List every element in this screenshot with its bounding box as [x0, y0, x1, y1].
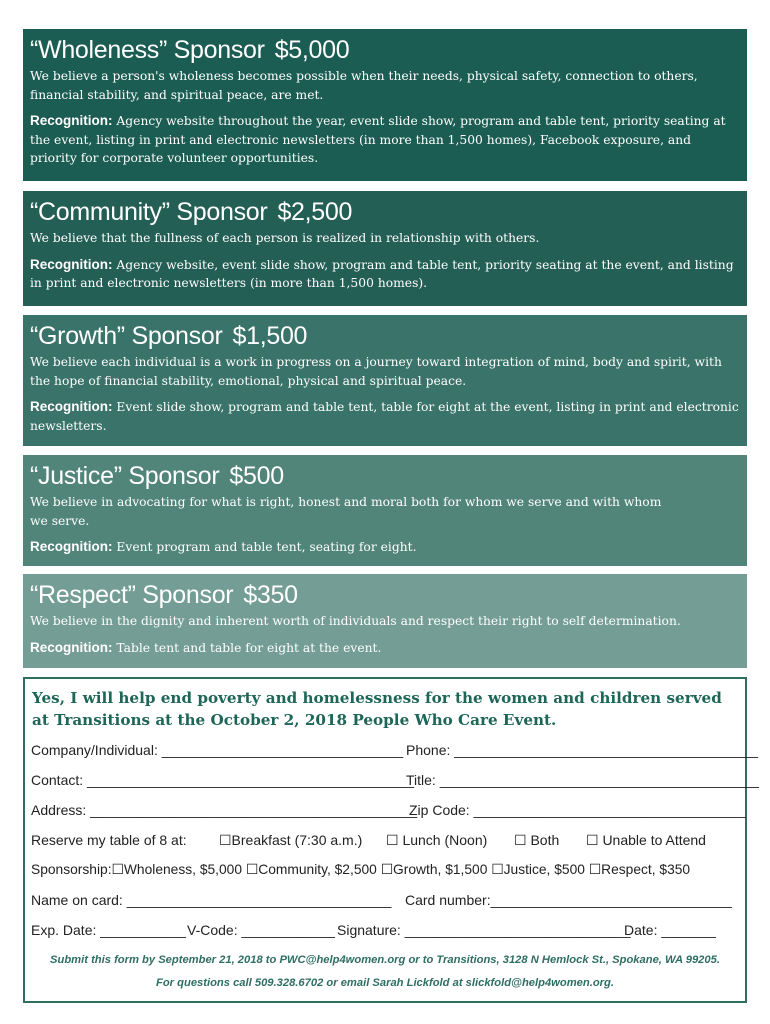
reserve-lunch-checkbox[interactable]: ☐ Lunch (Noon)	[386, 832, 488, 848]
company-field[interactable]: Company/Individual: _______________________________	[31, 742, 404, 758]
card-number-field[interactable]: Card number:_______________________________	[405, 892, 732, 908]
tier-recognition	[30, 538, 739, 557]
tier-description: We believe each individual is a work in progress on a journey toward integration of mind, body and spirit, with the hope of financial stability, emotional, physical and spiritual peace.	[30, 355, 722, 388]
reserve-breakfast-checkbox[interactable]: ☐Breakfast (7:30 a.m.)	[219, 832, 363, 848]
date-field[interactable]: Date: _______	[624, 922, 716, 938]
recognition-text: Table tent and table for eight at the event.	[116, 640, 382, 655]
tier-heading	[30, 35, 739, 65]
recognition-text: Agency website, event slide show, program and table tent, priority seating at the event, and listing in print and electronic newsletters (in more than 1,500 homes).	[30, 257, 734, 290]
tier-heading	[30, 321, 739, 351]
form-row-payment	[31, 922, 716, 938]
tier-recognition	[30, 256, 739, 293]
form-row-reserve	[31, 832, 706, 849]
reserve-both-checkbox[interactable]: ☐ Both	[514, 832, 560, 848]
tier-community	[23, 191, 747, 306]
form-row-contact-title	[31, 772, 759, 788]
name-on-card-field[interactable]: Name on card: __________________________________	[31, 892, 392, 908]
tier-name: “Growth” Sponsor	[30, 322, 223, 350]
address-field[interactable]: Address: __________________________________________	[31, 802, 418, 818]
sponsorship-label: Sponsorship:	[31, 862, 112, 877]
tier-amount: $2,500	[277, 198, 353, 226]
recognition-label: Recognition:	[30, 539, 113, 554]
sponsorship-wholeness-checkbox[interactable]: ☐Wholeness, $5,000	[111, 862, 243, 877]
tier-amount: $5,000	[274, 36, 350, 64]
tier-respect	[23, 574, 747, 668]
phone-field[interactable]: Phone: _______________________________________	[406, 742, 758, 758]
tier-description: We believe a person's wholeness becomes possible when their needs, physical safety, connection to others, financial stability, and spiritual peace, are met.	[30, 69, 698, 102]
tier-description: We believe that the fullness of each person is realized in relationship with others.	[30, 231, 540, 245]
sponsorship-growth-checkbox[interactable]: ☐Growth, $1,500	[380, 862, 488, 877]
tier-description: We believe in advocating for what is right, honest and moral both for whom we serve and with whom we serve.	[30, 495, 662, 528]
recognition-text: Event program and table tent, seating for eight.	[116, 540, 417, 554]
recognition-label: Recognition:	[30, 113, 113, 128]
recognition-label: Recognition:	[30, 399, 113, 414]
recognition-text: Event slide show, program and table tent, table for eight at the event, listing in print and electronic newsletters.	[30, 400, 739, 433]
tier-recognition	[30, 112, 739, 168]
exp-date-field[interactable]: Exp. Date: ___________	[31, 922, 186, 938]
tier-name: “Wholeness” Sponsor	[30, 36, 265, 64]
recognition-label: Recognition:	[30, 639, 113, 655]
form-row-card	[31, 892, 732, 908]
submit-note: Submit this form by September 21, 2018 to PWC@help4women.org or to Transitions, 3128 N Hemlock St., Spokane, WA 99205.	[50, 954, 720, 966]
sponsorship-community-checkbox[interactable]: ☐Community, $2,500	[245, 862, 377, 877]
reserve-unable-checkbox[interactable]: ☐ Unable to Attend	[586, 832, 706, 848]
sponsorship-respect-checkbox[interactable]: ☐Respect, $350	[588, 862, 691, 877]
signature-field[interactable]: Signature: _____________________________	[337, 922, 631, 938]
tier-amount: $1,500	[232, 322, 308, 350]
tier-description: We believe in the dignity and inherent worth of individuals and respect their right to self determination.	[30, 614, 681, 628]
tier-name: “Respect” Sponsor	[30, 581, 234, 609]
tier-heading	[30, 197, 739, 227]
v-code-field[interactable]: V-Code: ____________	[187, 922, 335, 938]
pledge-statement: Yes, I will help end poverty and homelessness for the women and children served at Transitions at the October 2, 2018 People Who Care Event.	[32, 689, 722, 729]
tier-amount: $350	[243, 581, 298, 609]
tier-growth	[23, 315, 747, 446]
tier-recognition	[30, 639, 739, 658]
recognition-label: Recognition:	[30, 256, 113, 272]
questions-note: For questions call 509.328.6702 or email Sarah Lickfold at slickfold@help4women.org.	[156, 977, 614, 989]
sponsorship-justice-checkbox[interactable]: ☐Justice, $500	[491, 862, 585, 877]
form-row-company-phone	[31, 742, 758, 758]
recognition-text: Agency website throughout the year, event slide show, program and table tent, priority seating at the event, listing in print and electronic newsletters (in more than 1,500 homes), Facebook exposure, and priority for corporate volunteer opportunities.	[30, 114, 726, 165]
form-row-sponsorship	[31, 862, 690, 878]
tier-amount: $500	[229, 462, 284, 490]
form-row-address-zip	[31, 802, 746, 818]
zip-code-field[interactable]: Zip Code: ___________________________________	[409, 802, 747, 818]
contact-field[interactable]: Contact: __________________________________________	[31, 772, 415, 788]
tier-name: “Justice” Sponsor	[30, 462, 220, 490]
tier-recognition	[30, 398, 739, 435]
sponsorship-form	[23, 677, 759, 1003]
tier-wholeness	[23, 29, 747, 181]
tier-heading	[30, 580, 739, 610]
tier-heading	[30, 461, 739, 491]
reserve-label: Reserve my table of 8 at:	[31, 832, 187, 848]
tier-name: “Community” Sponsor	[30, 198, 268, 226]
tier-justice	[23, 455, 747, 566]
title-field[interactable]: Title: _________________________________________	[406, 772, 759, 788]
